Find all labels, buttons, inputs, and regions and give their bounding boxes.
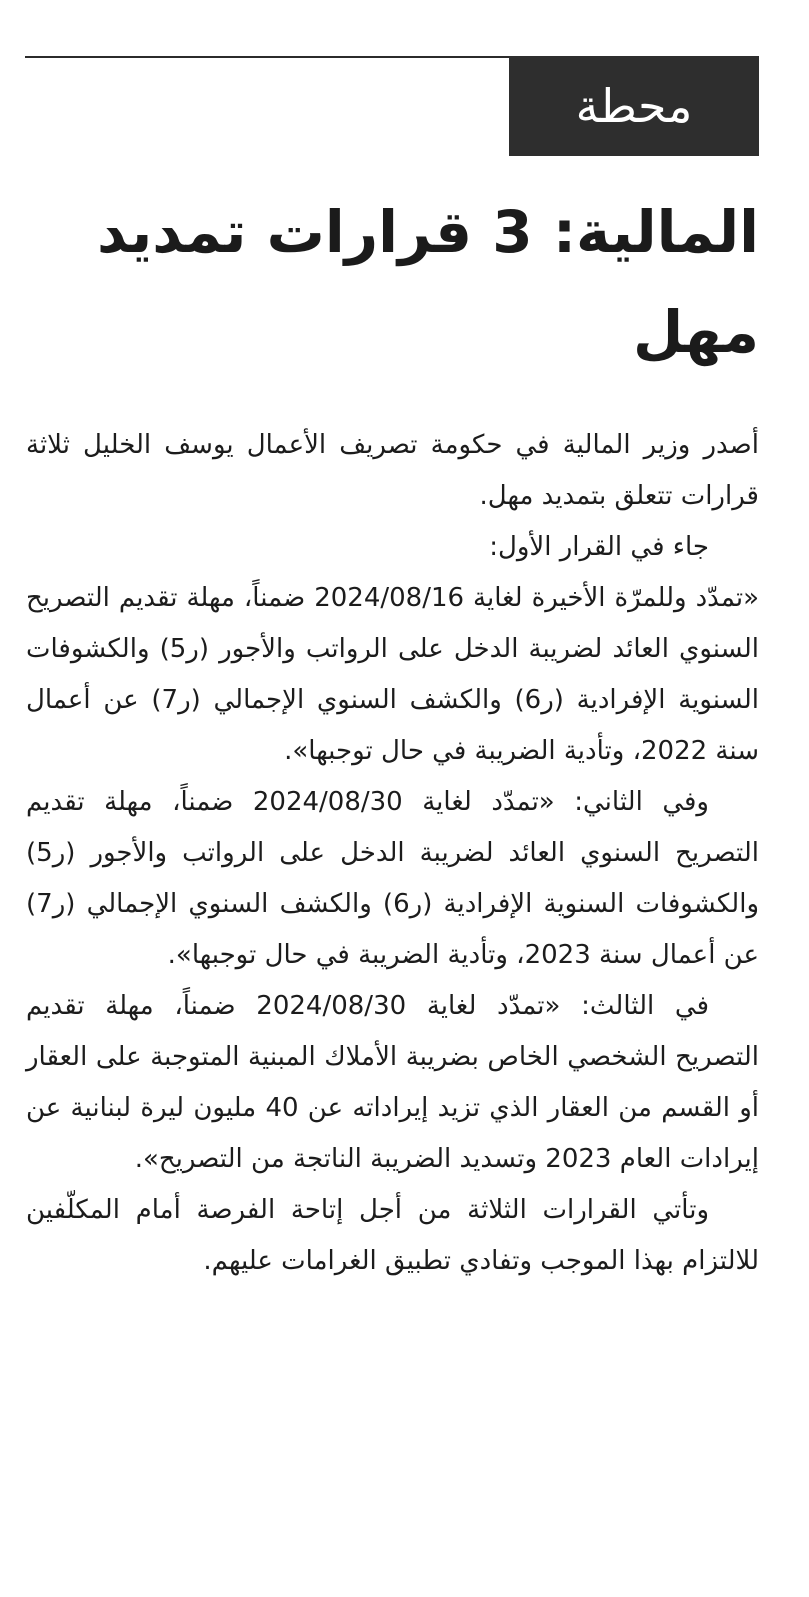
paragraph-conclusion: وتأتي القرارات الثلاثة من أجل إتاحة الفرصة أمام المكلّفين للالتزام بهذا الموجب وتفادي تطبيق الغرامات عليهم. (26, 1195, 759, 1276)
paragraph-first-decision-label: جاء في القرار الأول: (489, 532, 709, 562)
article-headline: المالية: 3 قرارات تمديد مهل (96, 198, 759, 366)
paragraph-first-decision: «تمدّد وللمرّة الأخيرة لغاية 2024/08/16 ضمناً، مهلة تقديم التصريح السنوي العائد لضريبة الدخل على الرواتب والأجور (ر5) والكشوفات السنوية الإفرادية (ر6) والكشف السنوي الإجمالي (ر7) عن أعمال سنة 2022، وتأدية الضريبة في حال توجبها». (26, 583, 760, 766)
article-body (26, 420, 759, 1287)
paragraph-third-decision: في الثالث: «تمدّد لغاية 2024/08/30 ضمناً، مهلة تقديم التصريح الشخصي الخاص بضريبة الأملاك المبنية المتوجبة على العقار أو القسم من العقار الذي تزيد إيراداته عن 40 مليون ليرة لبنانية عن إيرادات العام 2023 وتسديد الضريبة الناتجة من التصريح». (26, 991, 760, 1174)
section-label: محطة (509, 56, 759, 156)
paragraph-intro: أصدر وزير المالية في حكومة تصريف الأعمال يوسف الخليل ثلاثة قرارات تتعلق بتمديد مهل. (26, 430, 759, 511)
paragraph-second-decision: وفي الثاني: «تمدّد لغاية 2024/08/30 ضمناً، مهلة تقديم التصريح السنوي العائد لضريبة الدخل على الرواتب والأجور (ر5) والكشوفات السنوية الإفرادية (ر6) والكشف السنوي الإجمالي (ر7) عن أعمال سنة 2023، وتأدية الضريبة في حال توجبها». (26, 787, 759, 970)
